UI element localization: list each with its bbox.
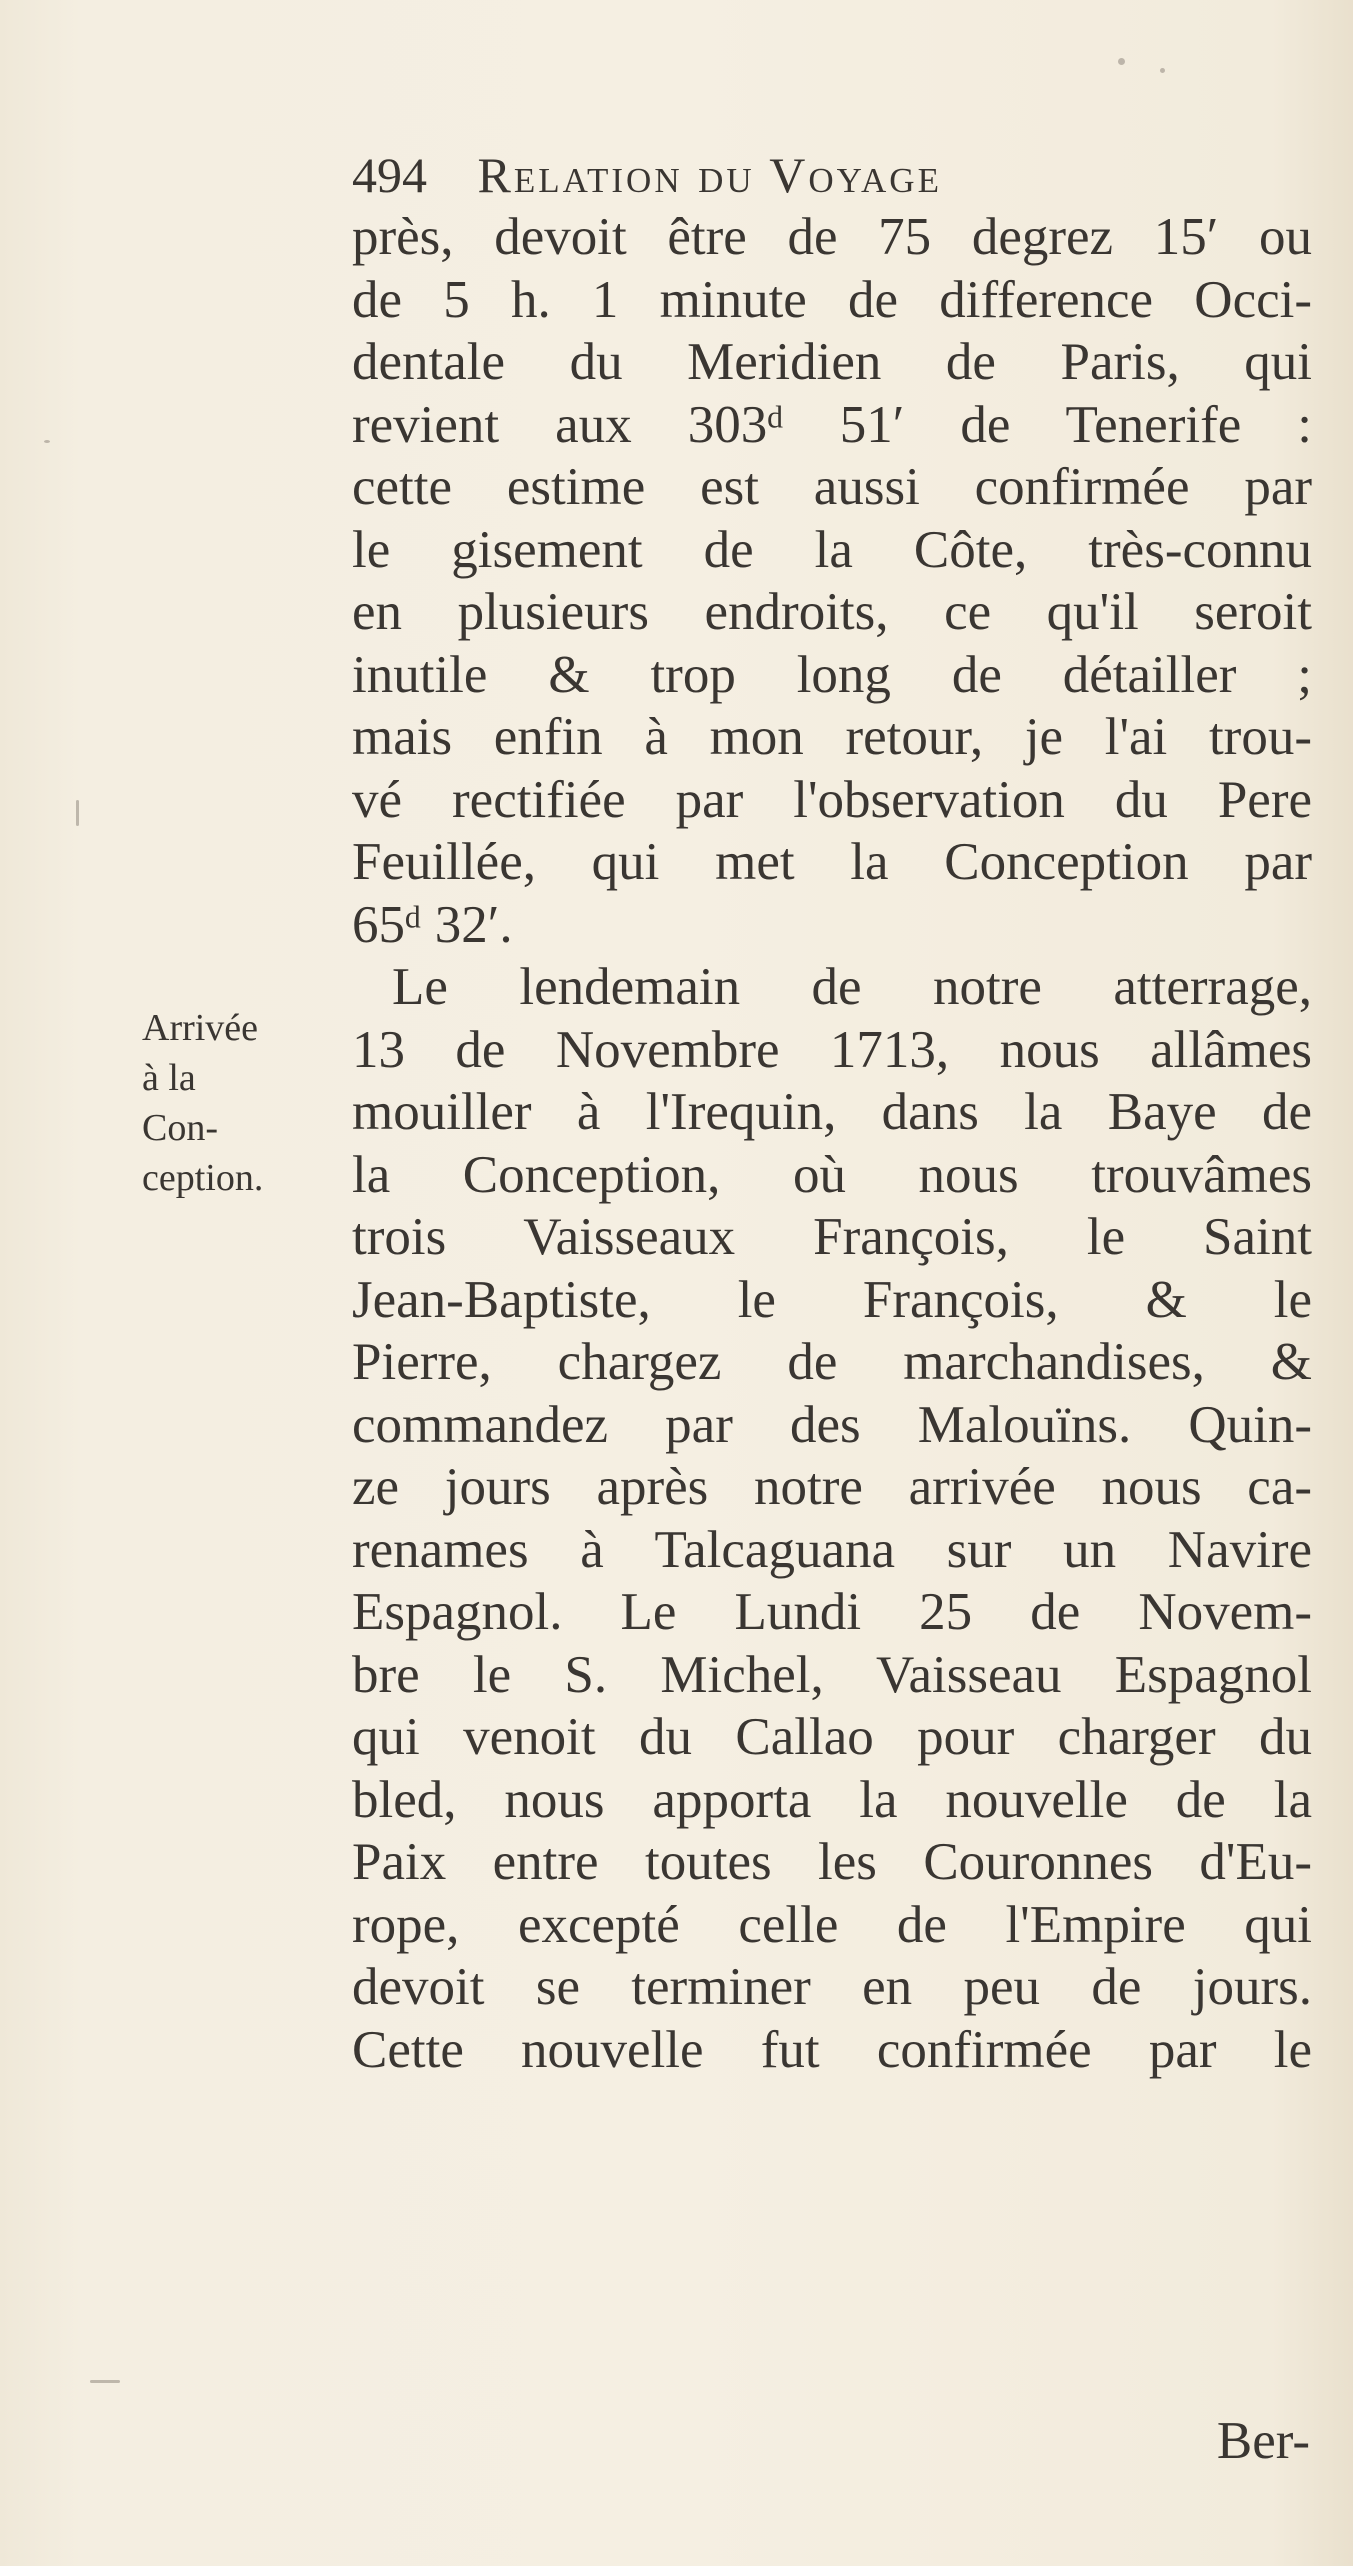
- text-line: 65ᵈ 32′.: [352, 895, 513, 954]
- text-line: commandez par des Malouïns. Quin-: [352, 1395, 1312, 1454]
- paragraph-start-line: Le lendemain de notre atterrage,: [392, 958, 1312, 1016]
- text-line: le gisement de la Côte, très-connu: [352, 520, 1312, 579]
- body-text: [352, 206, 1312, 2081]
- text-line: 13 de Novembre 1713, nous allâmes: [352, 1020, 1312, 1079]
- catchword: Ber-: [1216, 2412, 1310, 2470]
- text-line: ze jours après notre arrivée nous ca-: [352, 1458, 1312, 1516]
- text-line: qui venoit du Callao pour charger du: [352, 1708, 1312, 1766]
- text-line: la Conception, où nous trouvâmes: [352, 1145, 1312, 1204]
- paper-speck: [44, 440, 50, 443]
- text-line: dentale du Meridien de Paris, qui: [352, 333, 1312, 391]
- text-line: devoit se terminer en peu de jours.: [352, 1958, 1312, 2016]
- running-head: [352, 140, 1312, 210]
- text-line: trois Vaisseaux François, le Saint: [352, 1208, 1312, 1266]
- text-line: revient aux 303ᵈ 51′ de Tenerife :: [352, 395, 1312, 454]
- text-line: Pierre, chargez de marchandises, &: [352, 1333, 1312, 1391]
- text-line: Paix entre toutes les Couronnes d'Eu-: [352, 1833, 1312, 1891]
- text-line: inutile & trop long de détailler ;: [352, 645, 1312, 704]
- marginal-note-line: Con-: [142, 1107, 218, 1149]
- text-line: Espagnol. Le Lundi 25 de Novem-: [352, 1583, 1312, 1641]
- text-line: cette estime est aussi confirmée par: [352, 458, 1312, 516]
- paper-speck: [90, 2380, 120, 2383]
- text-line: Feuillée, qui met la Conception par: [352, 833, 1312, 891]
- marginal-note-line: Arrivée: [142, 1007, 259, 1049]
- text-line: mouiller à l'Irequin, dans la Baye de: [352, 1083, 1312, 1141]
- text-line: vé rectifiée par l'observation du Pere: [352, 770, 1312, 829]
- paper-speck: [1118, 58, 1125, 65]
- text-line: bre le S. Michel, Vaisseau Espagnol: [352, 1645, 1312, 1704]
- marginal-note-line: ception.: [142, 1157, 264, 1199]
- page-number: 494: [352, 147, 427, 203]
- paper-speck: [1160, 68, 1165, 73]
- text-line: en plusieurs endroits, ce qu'il seroit: [352, 583, 1312, 641]
- text-line: bled, nous apporta la nouvelle de la: [352, 1770, 1312, 1829]
- marginal-note: [142, 1003, 342, 1203]
- text-line: près, devoit être de 75 degrez 15′ ou: [352, 208, 1312, 266]
- paper-speck: [76, 800, 79, 826]
- marginal-note-line: à la: [142, 1057, 196, 1099]
- text-line: mais enfin à mon retour, je l'ai trou-: [352, 708, 1312, 766]
- text-line: rope, excepté celle de l'Empire qui: [352, 1895, 1312, 1954]
- text-line: renames à Talcaguana sur un Navire: [352, 1520, 1312, 1579]
- text-line: Jean-Baptiste, le François, & le: [352, 1270, 1312, 1329]
- text-line: de 5 h. 1 minute de difference Occi-: [352, 270, 1312, 329]
- running-title: Relation du Voyage: [477, 147, 942, 203]
- text-line: Cette nouvelle fut confirmée par le: [352, 2020, 1312, 2079]
